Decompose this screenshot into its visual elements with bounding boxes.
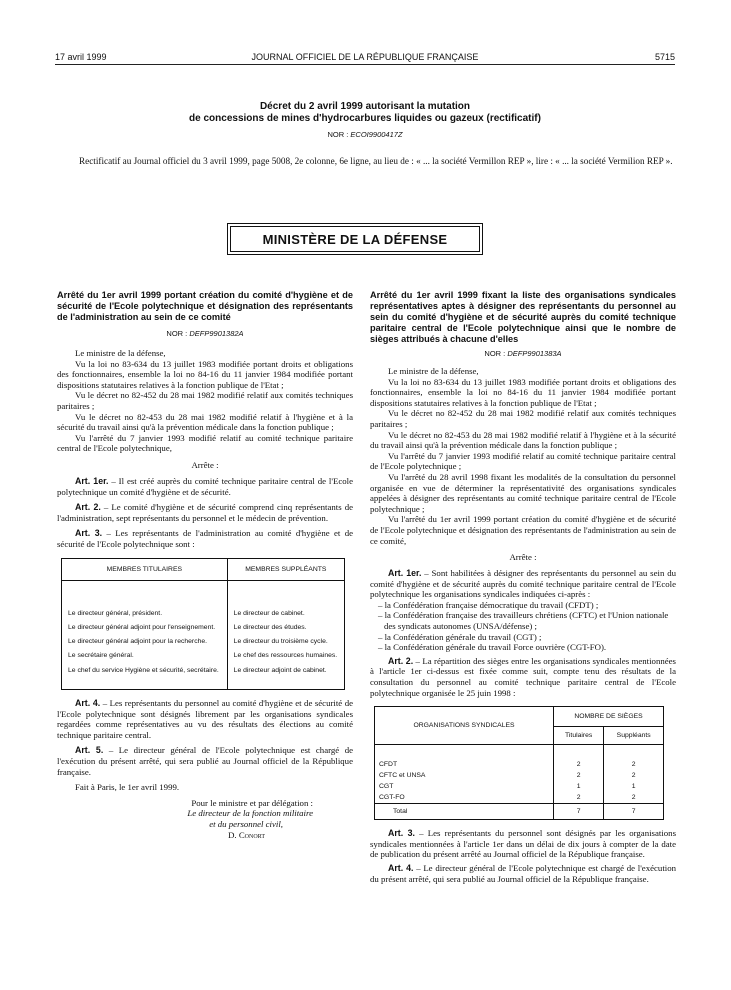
table-row: Le directeur général, président. Le directeur de cabinet. (62, 607, 345, 621)
list-item: – la Confédération française des travailleurs chrétiens (CFTC) et l'Union nationale des syndicats autonomes (UNSA/défense) ; (378, 610, 669, 632)
left-visa: Le ministre de la défense, (75, 348, 166, 358)
header-date: 17 avril 1999 (55, 52, 107, 62)
right-visa: Vu le décret no 82-452 du 28 mai 1982 modifié relatif aux comités techniques paritaires ; (370, 408, 676, 429)
header-rule (55, 64, 675, 65)
table-row: CGT 1 1 (375, 781, 664, 792)
table-row: CFTC et UNSA 2 2 (375, 770, 664, 781)
list-item: – la Confédération française démocratique du travail (CFDT) ; (378, 599, 599, 610)
decret-body: Rectificatif au Journal officiel du 3 avril 1999, page 5008, 2e colonne, 6e ligne, au lieu de : « ... la société Vermillon REP », lire : « ... la société Vermilion REP ». (79, 156, 673, 166)
table-row: Le chef du service Hygiène et sécurité, secrétaire. Le directeur adjoint de cabinet. (62, 664, 345, 690)
right-article-2: Art. 2. – La répartition des sièges entre les organisations syndicales mentionnées à l'article 1er ci-dessus est fixée comme suit, compte tenu des résultats de la consultation du personnel au comité technique paritaire central de l'Ecole polytechnique organisée le 25 juin 1998 : (370, 655, 676, 698)
members-header-suppleants: MEMBRES SUPPLÉANTS (227, 558, 344, 580)
left-signature-title: Le directeur de la fonction militaire (187, 808, 313, 819)
right-nor: NOR : DEFP9901383A (484, 349, 562, 358)
right-article-4: Art. 4. – Le directeur général de l'Ecole polytechnique est chargé de l'exécution du présent arrêté, qui sera publié au Journal officiel de la République française. (370, 863, 677, 884)
header-page-number: 5715 (654, 52, 675, 62)
seats-header-nombre: NOMBRE DE SIÈGES (554, 707, 664, 727)
table-row: Le directeur général adjoint pour la recherche. Le directeur du troisième cycle. (62, 635, 345, 649)
right-column (370, 290, 676, 884)
header-journal: JOURNAL OFFICIEL DE LA RÉPUBLIQUE FRANÇAISE (251, 52, 479, 62)
seats-header-organisations: ORGANISATIONS SYNDICALES (375, 707, 554, 745)
seats-header-suppleants: Suppléants (604, 727, 664, 745)
left-article-2: Art. 2. – Le comité d'hygiène et de sécurité comprend cinq représentants de l'administration, sept représentants du personnel et le médecin de prévention. (57, 502, 353, 523)
table-row: CFDT 2 2 (375, 759, 664, 770)
decret-title-line1: Décret du 2 avril 1999 autorisant la mutation (259, 101, 471, 112)
members-header-titulaires: MEMBRES TITULAIRES (62, 558, 228, 580)
list-item: – la Confédération générale du travail (CGT) ; (378, 631, 542, 642)
left-column (57, 290, 353, 840)
left-article-5: Art. 5. – Le directeur général de l'Ecole polytechnique est chargé de l'exécution du présent arrêté, qui sera publié au Journal officiel de la République française. (57, 745, 354, 777)
decret-nor: NOR : ECOI9900417Z (327, 130, 403, 139)
right-arrete-word: Arrête : (509, 552, 537, 563)
seats-table (374, 706, 664, 820)
decret-title-line2: de concessions de mines d'hydrocarbures liquides ou gazeux (rectificatif) (189, 113, 541, 124)
left-signature-title-2: et du personnel civil, (209, 818, 283, 829)
left-nor: NOR : DEFP9901382A (166, 329, 244, 338)
table-row: CGT-FO 2 2 (375, 792, 664, 804)
table-row: Le directeur général adjoint pour l'enseignement. Le directeur des études. (62, 621, 345, 635)
right-article-3: Art. 3. – Les représentants du personnel sont désignés par les organisations syndicales mentionnées à l'article 1er dans un délai de dix jours à compter de la date de publication du présent arrêté au Journal officiel de la République française. (370, 828, 676, 860)
seats-header-titulaires: Titulaires (554, 727, 604, 745)
list-item: – la Confédération générale du travail Force ouvrière (CGT-FO). (378, 642, 607, 653)
right-visa: Vu la loi no 83-634 du 13 juillet 1983 modifiée portant droits et obligations des fonctionnaires, ensemble la loi no 84-16 du 11 janvier 1984 modifiée portant dispositions statutaires relatives à la fonction publique de l'Etat ; (370, 376, 676, 408)
right-article-1: Art. 1er. – Sont habilitées à désigner des représentants du personnel au sein du comité d'hygiène et de sécurité auprès du comité technique paritaire central de l'Ecole polytechnique les organisations syndicales indiquées ci-après : (370, 568, 676, 600)
left-visa: Vu l'arrêté du 7 janvier 1993 modifié relatif au comité technique paritaire central de l'Ecole polytechnique, (57, 432, 353, 454)
left-visa: Vu la loi no 83-634 du 13 juillet 1983 modifiée portant droits et obligations des fonctionnaires, ensemble la loi no 84-16 du 11 janvier 1984 modifiée portant dispositions statutaires relatives à la fonction publique de l'Etat ; (57, 358, 353, 390)
members-table (61, 558, 345, 690)
right-visa: Vu l'arrêté du 28 avril 1998 fixant les modalités de la consultation du personnel organisée en vue de déterminer la représentativité des organisations syndicales appelées à désigner des représentants au comité technique paritaire central de l'Ecole polytechnique ; (370, 471, 676, 514)
right-visa: Vu l'arrêté du 1er avril 1999 portant création du comité d'hygiène et de sécurité de l'Ecole polytechnique et désignation des représentants de l'administration au sein de ce comité, (370, 514, 676, 546)
left-signature-name: D. Conort (228, 829, 265, 840)
ministry-heading: MINISTÈRE DE LA DÉFENSE (230, 226, 480, 252)
left-article-4: Art. 4. – Les représentants du personnel au comité d'hygiène et de sécurité de l'Ecole polytechnique sont désignés librement par les organisations syndicales regardées comme représentatives au vu des résultats des élections au comité technique paritaire central. (57, 697, 353, 740)
left-signature-delegation: Pour le ministre et par délégation : (191, 797, 313, 808)
left-article-3: Art. 3. – Les représentants de l'administration au comité d'hygiène et de sécurité de l'Ecole polytechnique sont : (57, 528, 353, 549)
table-row: Le secrétaire général. Le chef des ressources humaines. (62, 649, 345, 663)
left-visa: Vu le décret no 82-452 du 28 mai 1982 modifié relatif aux comités techniques paritaires ; (57, 390, 353, 411)
right-arrete-title: Arrêté du 1er avril 1999 fixant la liste des organisations syndicales représentatives aptes à désigner des représentants du personnel au sein du comité d'hygiène et de sécurité auprès du comité technique paritaire central de l'Ecole polytechnique ainsi que le nombre de sièges attribués à chacune d'elles (370, 290, 676, 344)
right-visa: Vu l'arrêté du 7 janvier 1993 modifié relatif au comité technique paritaire central de l'Ecole polytechnique ; (370, 450, 676, 472)
left-arrete-word: Arrête : (191, 459, 219, 470)
right-visa: Le ministre de la défense, (388, 366, 479, 376)
left-arrete-title: Arrêté du 1er avril 1999 portant création du comité d'hygiène et de sécurité de l'Ecole polytechnique et désignation des représentants de l'administration au sein de ce comité (57, 290, 353, 322)
left-article-1: Art. 1er. – Il est créé auprès du comité technique paritaire central de l'Ecole polytechnique un comité d'hygiène et de sécurité. (57, 475, 353, 497)
table-total-row: Total 7 7 (375, 804, 664, 820)
right-visa: Vu le décret no 82-453 du 28 mai 1982 modifié relatif à l'hygiène et à la sécurité du travail ainsi qu'à la prévention médicale dans la fonction publique ; (370, 429, 676, 451)
left-visa: Vu le décret no 82-453 du 28 mai 1982 modifié relatif à l'hygiène et à la sécurité du travail ainsi qu'à la prévention médicale dans la fonction publique ; (57, 411, 353, 433)
left-fait: Fait à Paris, le 1er avril 1999. (75, 782, 180, 793)
decret-nor-code: ECOI9900417Z (350, 130, 403, 139)
